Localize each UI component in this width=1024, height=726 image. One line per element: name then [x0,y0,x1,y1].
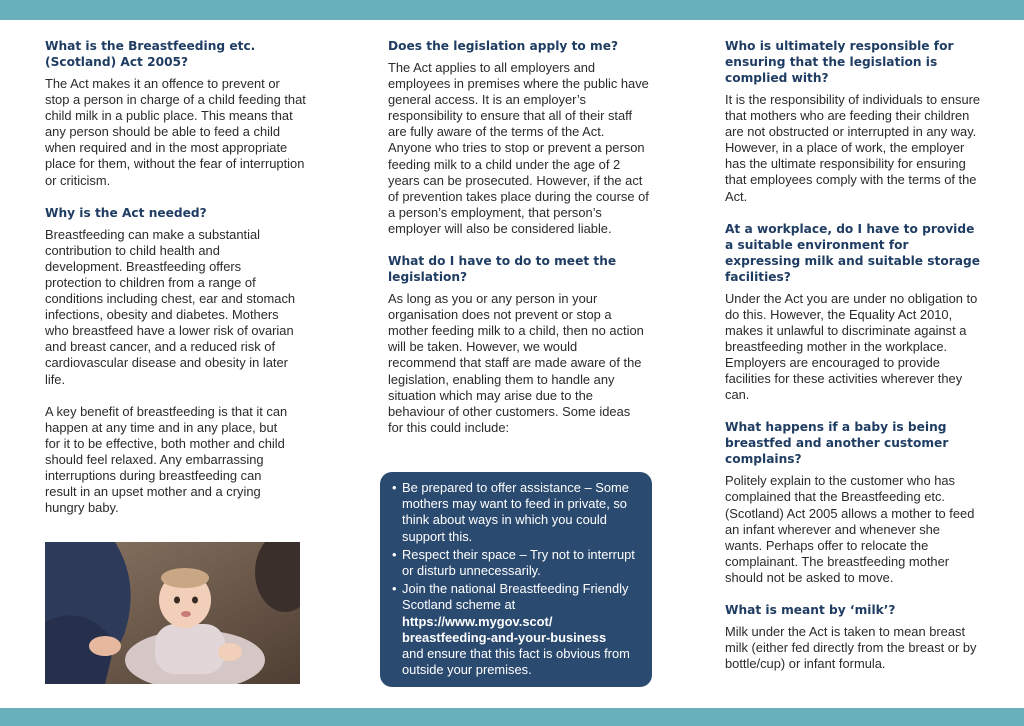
photo-illustration [45,542,300,684]
heading-who-responsible: Who is ultimately responsible for ensuring that the legislation is complied with? [725,39,954,85]
paragraph-key-benefit: A key benefit of breastfeeding is that it can happen at any time and in any place, but for it to be effective, both mother and child should feel relaxed. Any embarrassing interruptions during breastfeeding can result in an upset mother and a crying hungry baby. [45,403,288,516]
heading-meaning-milk: What is meant by ‘milk’? [725,602,896,617]
heading-what-is-act: What is the Breastfeeding etc. (Scotland) Act 2005? [45,39,256,69]
list-item [392,547,640,579]
list-item [392,480,640,545]
idea-join-scheme-tail: and ensure that this fact is obvious from outside your premises. [402,646,630,678]
bullet-icon: • [392,480,397,495]
ideas-callout-box [380,472,652,687]
bullet-icon: • [392,581,397,597]
idea-join-scheme: Join the national Breastfeeding Friendly Scotland scheme at [402,581,629,613]
ideas-list [392,480,640,678]
paragraph-customer-complains: Politely explain to the customer who has complained that the Breastfeeding etc. (Scotland) Act 2005 allows a mother to feed an infant wherever and whenever she wants. Perhaps offer to relocate the complainant. The breastfeeding mother should not be asked to move. [725,473,975,585]
heading-customer-complains: What happens if a baby is being breastfed and another customer complains? [725,420,949,467]
paragraph-why-needed: Breastfeeding can make a substantial contribution to child health and development. Breastfeeding offers protection to children from a range of conditions including chest, ear and stomach infections, obesity and diabetes. Mothers who breastfeed have a lower risk of ovarian and breast cancer, and a reduced risk of cardiovascular disease and obesity in later life. [45,226,296,387]
top-accent-band [0,0,1024,20]
idea-offer-assistance: Be prepared to offer assistance – Some mothers may want to feed in private, so think about ways in which you could support this. [402,480,629,544]
heading-does-apply: Does the legislation apply to me? [388,39,619,53]
heading-workplace-expressing: At a workplace, do I have to provide a suitable environment for expressing milk and suitable storage facilities? [725,221,980,284]
paragraph-what-to-do: As long as you or any person in your organisation does not prevent or stop a mother feeding milk to a child, then no action will be taken. However, we would recommend that staff are made aware of the legislation, enabling them to handle any situation which may arise due to the behaviour of other customers. Some ideas for this could include: [388,291,644,435]
list-item [392,581,640,678]
bullet-icon: • [392,546,397,562]
idea-respect-space: Respect their space – Try not to interrupt or disturb unnecessarily. [402,546,635,579]
column-right [725,38,987,672]
paragraph-who-responsible: It is the responsibility of individuals to ensure that mothers who are feeding their children are not obstructed or interrupted in any way. However, in a place of work, the employer has the ultimate responsibility for ensuring that employees comply with the terms of the Act. [725,92,981,204]
scheme-link[interactable]: https://www.mygov.scot/ breastfeeding-and-your-business [402,613,607,645]
paragraph-workplace-expressing: Under the Act you are under no obligation to do this. However, the Equality Act 2010, makes it unlawful to discriminate against a breastfeeding mother in the workplace. Employers are encouraged to provide facilities for these activities wherever they can. [725,290,978,403]
bottom-accent-band [0,708,1024,726]
column-middle [388,38,650,436]
heading-why-needed: Why is the Act needed? [45,205,207,220]
paragraph-what-is-act: The Act makes it an offence to prevent or stop a person in charge of a child feeding that child milk in a public place. This means that any person should be able to feed a child when required and in the most appropriate place for them, without the fear of interruption or criticism. [45,76,306,188]
mother-and-baby-photo [45,542,300,684]
paragraph-meaning-milk: Milk under the Act is taken to mean breast milk (either fed directly from the breast or by bottle/cup) or infant formula. [725,623,977,672]
heading-what-to-do: What do I have to do to meet the legislation? [388,254,617,285]
column-left [45,38,307,516]
paragraph-does-apply: The Act applies to all employers and employees in premises where the public have general access. It is an employer’s responsibility to ensure that all of their staff are fully aware of the terms of the Act. Anyone who tries to stop or prevent a person feeding milk to a child under the age of 2 years can be prosecuted. However, if the act of prevention takes place during the course of a person’s employment, that person’s employer will also be considered liable. [388,60,649,236]
